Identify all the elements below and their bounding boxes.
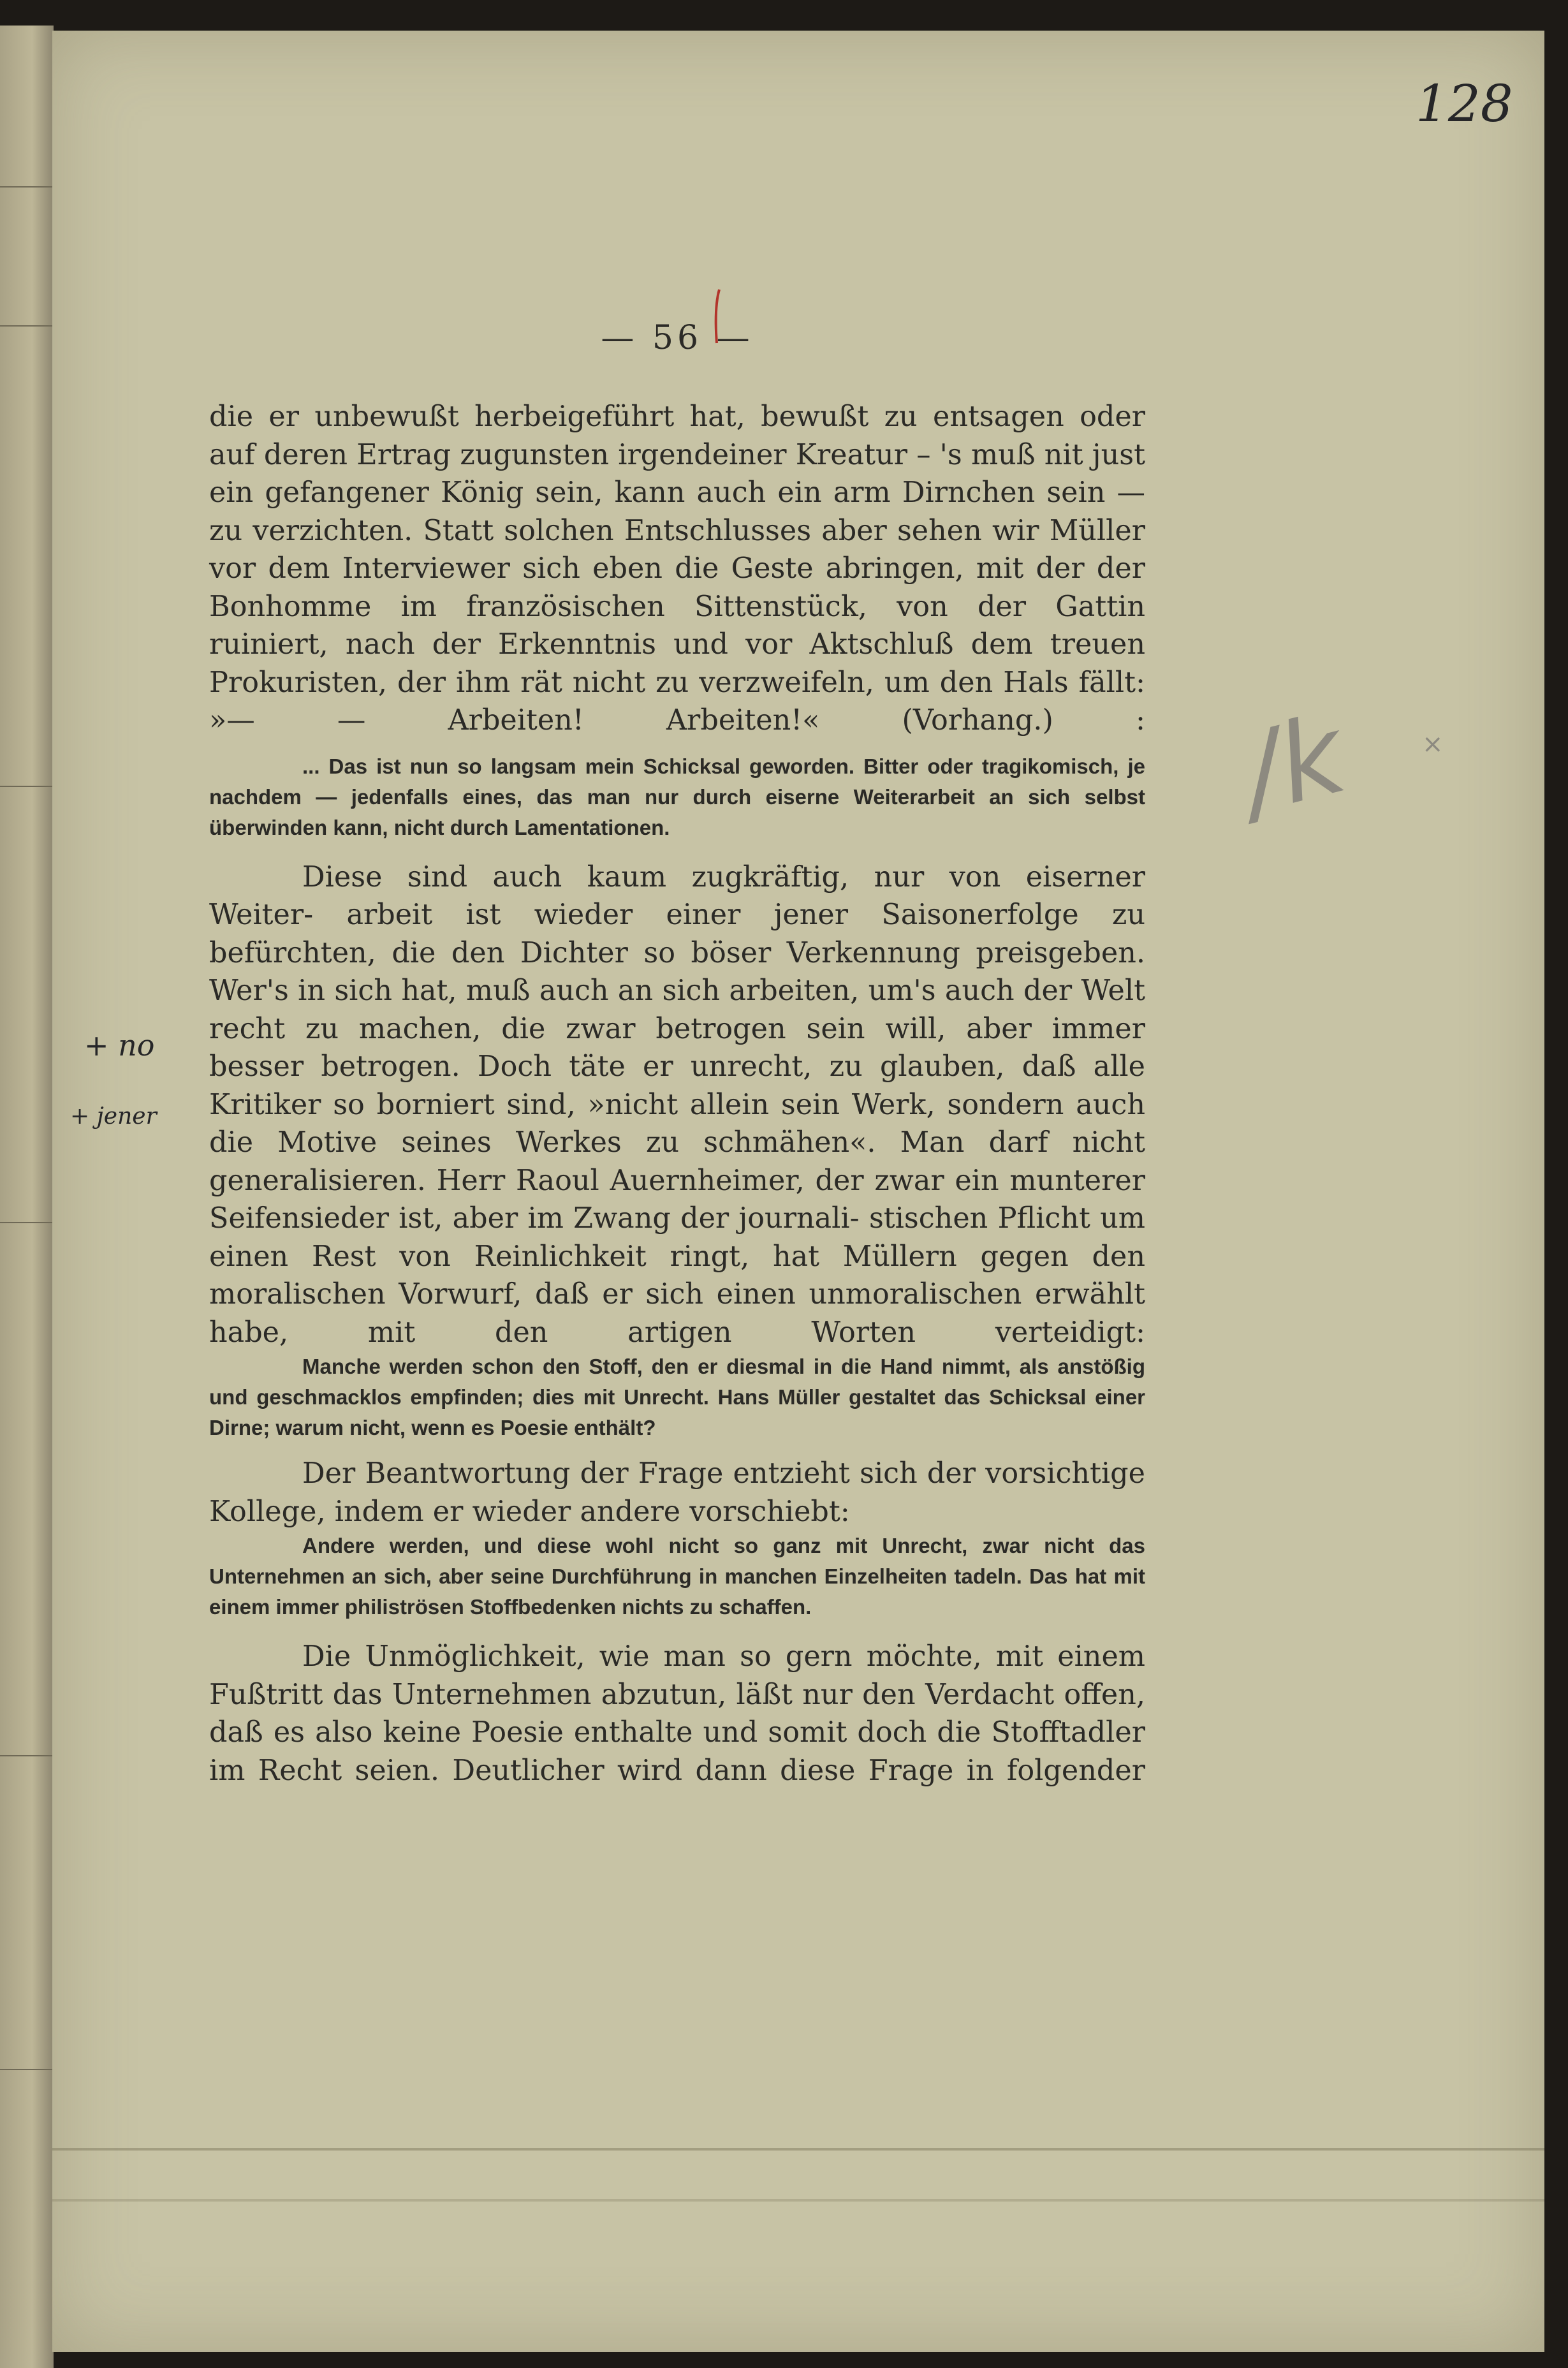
paper-fold	[52, 2148, 1544, 2151]
text-line: die zwar betrogen sein will, aber immer besser betrogen. Doch	[209, 1012, 1145, 1083]
quote-line: Durchführung in manchen Einzelheiten tadeln. Das hat mit einem	[209, 1564, 1146, 1619]
text-line: Diese sind auch kaum zugkräftig, nur von eiserner Weiter-	[209, 860, 1145, 931]
text-line: muß auch an sich arbeiten, um's auch der Welt recht zu machen,	[209, 974, 1146, 1045]
text-line: Der Beantwortung der Frage entzieht sich der vorsichtige	[302, 1457, 1145, 1490]
handwritten-folio-number: 128	[1416, 74, 1513, 133]
text-line: der Bonhomme im französischen Sittenstück, von der Gattin	[209, 552, 1145, 623]
text-line: fällt: »— — Arbeiten! Arbeiten!« (Vorhang.) :	[209, 666, 1145, 737]
ruled-line	[0, 2069, 54, 2070]
text-line: den Dichter so böser Verkennung preisgeben. Wer's in sich hat,	[209, 936, 1145, 1007]
text-line: daß es also keine Poesie enthalte und somit doch die Stofftadler	[209, 1716, 1145, 1749]
ruled-line	[0, 1755, 54, 1756]
ruled-line	[0, 1222, 54, 1223]
text-line: zu verzichten. Statt solchen Entschlusses aber sehen wir Müller	[209, 514, 1145, 547]
quote-block-1	[209, 751, 1145, 843]
quote-line: nicht, wenn es Poesie enthält?	[349, 1416, 656, 1439]
quote-line: Manche werden schon den Stoff, den er diesmal in die	[302, 1355, 872, 1378]
text-line: täte er unrecht, zu glauben, daß alle Kritiker so borniert sind,	[209, 1050, 1145, 1121]
marginal-note-left-2: + jener	[70, 1103, 157, 1129]
text-line: im Recht seien. Deutlicher wird dann diese Frage in folgender	[209, 1754, 1145, 1787]
previous-page-edge	[0, 26, 54, 2368]
quote-line: durch Lamentationen.	[450, 815, 670, 839]
body-paragraph-1	[209, 398, 1145, 740]
pencil-mark-right: /k	[1229, 691, 1357, 838]
ruled-line	[0, 186, 54, 188]
text-line: »nicht allein sein Werk, sondern auch die Motive seines Werkes zu	[209, 1088, 1145, 1159]
text-line: ruiniert, nach der Erkenntnis und vor Aktschluß dem treuen	[209, 628, 1145, 661]
ruled-line	[0, 325, 54, 327]
text-line: unmoralischen erwählt habe, mit den artigen Worten verteidigt:	[209, 1278, 1145, 1349]
body-paragraph-2	[209, 858, 1145, 1352]
body-paragraph-4	[209, 1638, 1145, 1790]
text-line: arbeit ist wieder einer jener Saisonerfolge zu befürchten, die	[209, 899, 1146, 969]
text-line: Kollege, indem er wieder andere vorschiebt:	[209, 1495, 850, 1528]
body-paragraph-3	[209, 1455, 1145, 1531]
text-line: deren Ertrag zugunsten irgendeiner Kreatur – 's muß nit just	[263, 438, 1145, 471]
text-line: ein gefangener König sein, kann auch ein arm Dirnchen sein —	[209, 476, 1145, 509]
text-line: vor dem Interviewer sich eben die Geste abringen, mit der	[209, 552, 1085, 585]
text-line: der zwar ein munterer Seifensieder ist, aber im Zwang der journali-	[209, 1164, 1145, 1235]
text-line: Die Unmöglichkeit, wie man so gern möchte, mit einem	[302, 1640, 1145, 1673]
quote-block-2	[209, 1351, 1145, 1443]
text-line: Fußtritt das Unternehmen abzutun, läßt nur den Verdacht offen,	[209, 1678, 1145, 1711]
quote-line: oder tragikomisch, je nachdem — jedenfalls eines, das man nur	[209, 754, 1146, 809]
quote-line: ... Das ist nun so langsam mein Schicksal geworden. Bitter	[302, 754, 919, 778]
printed-page-number: — 56 —	[601, 319, 754, 357]
paper-fold	[52, 2199, 1544, 2202]
quote-line: Unrecht, zwar nicht das Unternehmen an sich, aber seine	[209, 1534, 1145, 1588]
marginal-note-left-1: + no	[84, 1028, 155, 1063]
quote-line: Unrecht. Hans Müller gestaltet das Schicksal einer Dirne; warum	[209, 1385, 1146, 1439]
quote-line: immer philiströsen Stoffbedenken nichts zu schaffen.	[275, 1595, 812, 1619]
text-line: schmähen«. Man darf nicht generalisieren. Herr Raoul Auernheimer,	[209, 1126, 1145, 1197]
text-line: Prokuristen, der ihm rät nicht zu verzweifeln, um den Hals	[209, 666, 1069, 699]
text-column	[209, 319, 1146, 1790]
text-line: stischen Pflicht um einen Rest von Reinlichkeit ringt, hat	[209, 1202, 1146, 1273]
text-line: die er unbewußt herbeigeführt hat, bewußt zu entsagen oder auf	[209, 401, 1145, 471]
quote-line: durch eiserne Weiterarbeit an sich selbst überwinden kann, nicht	[209, 784, 1145, 839]
quote-line: Andere werden, und diese wohl nicht so ganz mit	[302, 1534, 868, 1557]
ruled-line	[0, 786, 54, 787]
pencil-cross-right: ×	[1422, 730, 1444, 759]
quote-block-3	[209, 1531, 1145, 1622]
quote-line: Hand nimmt, als anstößig und geschmacklos empfinden; dies mit	[209, 1355, 1145, 1409]
text-line: Müllern gegen den moralischen Vorwurf, daß er sich einen	[209, 1240, 1146, 1311]
